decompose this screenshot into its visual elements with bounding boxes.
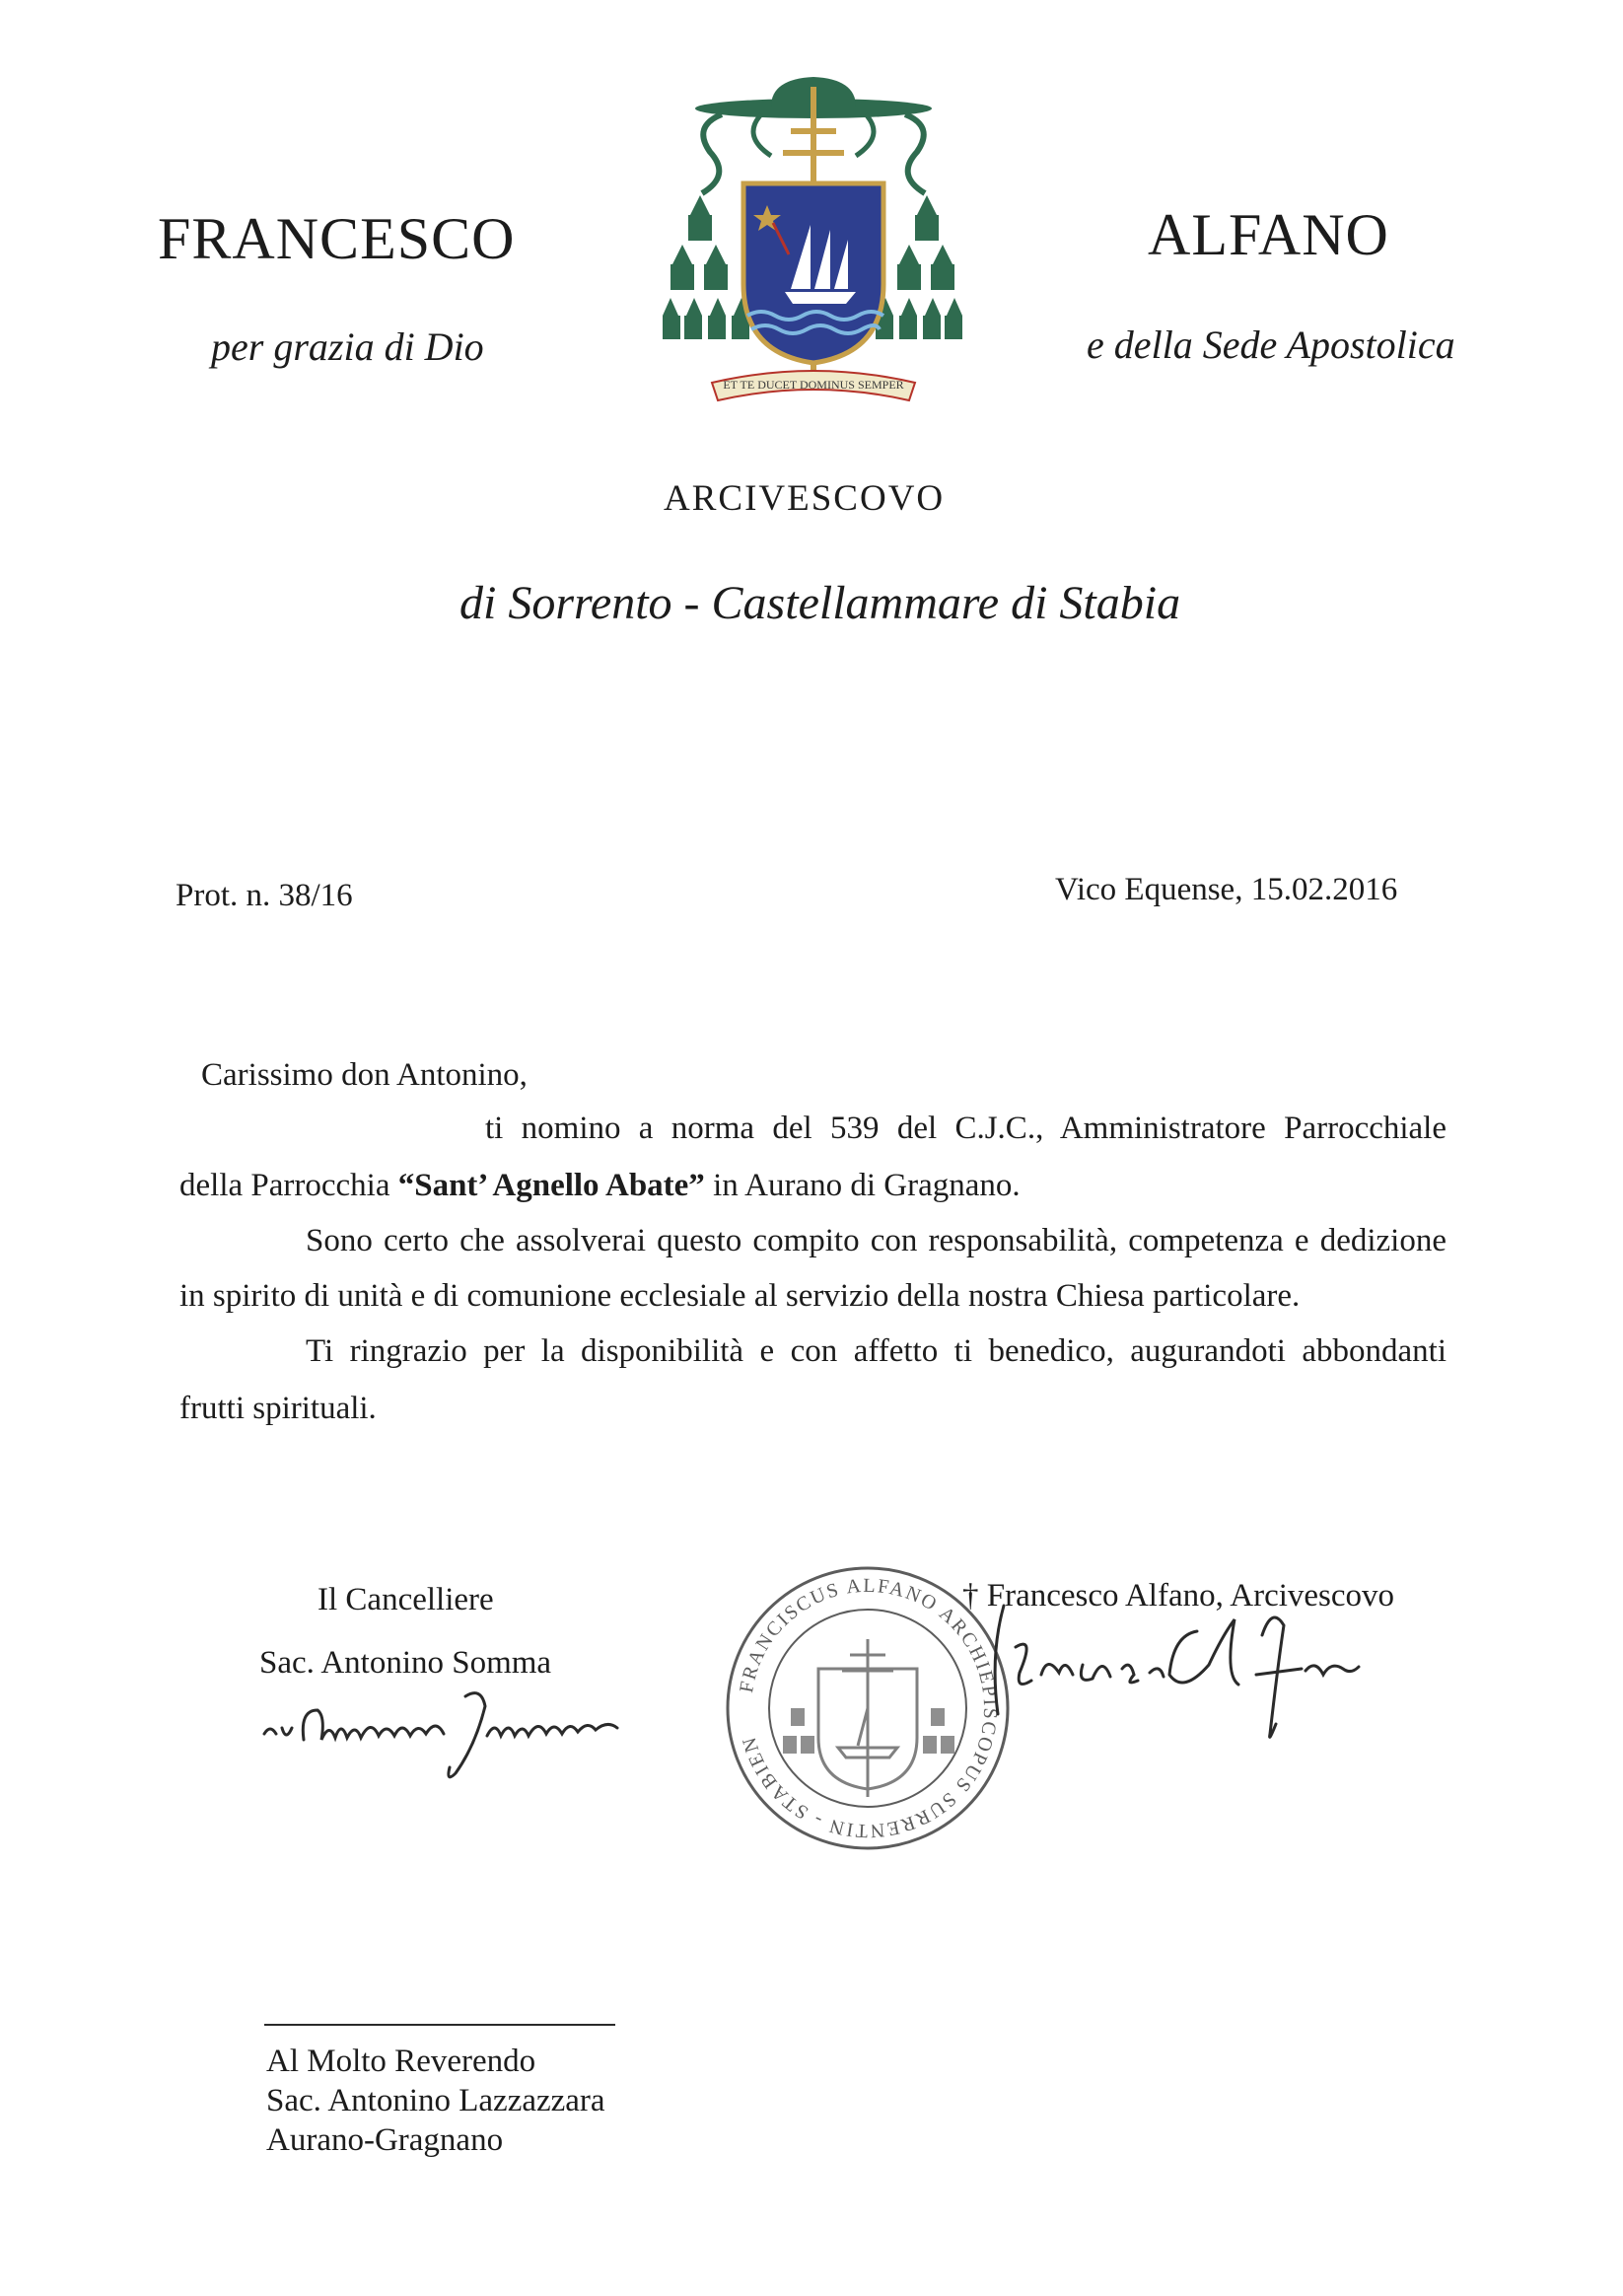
chancellor-title: Il Cancelliere [318,1582,494,1617]
protocol-number: Prot. n. 38/16 [176,878,353,913]
header-last-name: ALFANO [1148,202,1389,267]
office-title: ARCIVESCOVO [664,478,946,519]
archbishop-signature-line: † Francesco Alfano, Arcivescovo [962,1578,1395,1614]
place-date: Vico Equense, 15.02.2016 [1055,872,1398,907]
diocese-title: di Sorrento - Castellammare di Stabia [459,577,1181,629]
body-line-2-pre: della Parrocchia [179,1168,398,1203]
chancellor-handwritten-signature [252,1677,657,1785]
body-line-4: in spirito di unità e di comunione ecclesiale al servizio della nostra Chiesa particolare. [179,1278,1301,1314]
header-grace-left: per grazia di Dio [211,324,484,369]
body-line-6: frutti spirituali. [179,1391,377,1426]
seal-text: FRANCISCUS ALFANO ARCHIEPISCOPUS SURRENTIN - STABIEN [736,1574,1002,1842]
body-line-1: ti nomino a norma del 539 del C.J.C., Amministratore Parrocchiale [485,1111,1447,1146]
header-first-name: FRANCESCO [158,206,516,271]
recipient-divider [264,2024,615,2026]
body-line-3: Sono certo che assolverai questo compito con responsabilità, competenza e dedizione [306,1223,1447,1258]
archbishop-handwritten-signature [976,1596,1361,1744]
recipient-line-2: Sac. Antonino Lazzazzara [266,2083,605,2118]
salutation: Carissimo don Antonino, [201,1057,528,1093]
recipient-line-3: Aurano-Gragnano [266,2122,504,2158]
header-grace-right: e della Sede Apostolica [1087,323,1455,367]
recipient-line-1: Al Molto Reverendo [266,2044,536,2079]
body-line-2 [179,1170,1021,1202]
body-line-5: Ti ringrazio per la disponibilità e con affetto ti benedico, augurandoti abbondanti [306,1333,1447,1369]
body-line-2-post: in Aurano di Gragnano. [704,1168,1021,1203]
chancellor-name: Sac. Antonino Somma [259,1645,552,1681]
motto-text: ET TE DUCET DOMINUS SEMPER [723,378,904,392]
parish-name: “Sant’ Agnello Abate” [397,1168,705,1203]
coat-of-arms-logo [663,67,964,412]
